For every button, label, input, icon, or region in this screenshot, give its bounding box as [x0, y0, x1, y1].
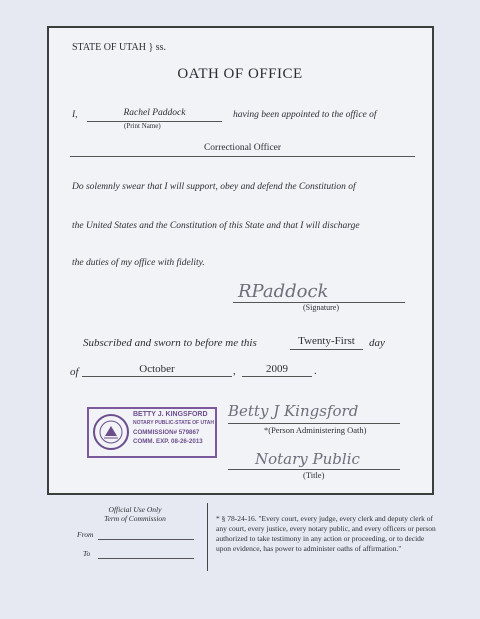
official-use-heading: Official Use Only — [108, 505, 162, 514]
of-word: of — [70, 366, 79, 378]
stamp-title: NOTARY PUBLIC-STATE OF UTAH — [133, 420, 215, 426]
title-caption: (Title) — [303, 470, 325, 480]
oath-line-2: the United States and the Constitution of this State and that I will discharge — [72, 221, 360, 231]
date-comma: , — [233, 365, 236, 377]
to-label: To — [83, 549, 91, 558]
stamp-commission: COMMISSION# 579867 — [133, 429, 200, 436]
to-underline — [98, 558, 194, 559]
notary-signature: Betty J Kingsford — [228, 402, 359, 420]
day-underline — [290, 349, 363, 350]
month-underline — [82, 376, 232, 377]
print-name-caption: (Print Name) — [124, 122, 161, 130]
year-value: 2009 — [266, 363, 288, 375]
subscribed-text: Subscribed and sworn to before me this — [83, 337, 257, 349]
stamp-name: BETTY J. KINGSFORD — [133, 411, 208, 418]
day-value: Twenty-First — [298, 335, 355, 347]
date-period: . — [314, 365, 317, 377]
term-heading: Term of Commission — [104, 514, 166, 523]
state-line: STATE OF UTAH } ss. — [72, 42, 167, 53]
administering-caption: *(Person Administering Oath) — [264, 425, 367, 435]
from-label: From — [77, 530, 94, 539]
vertical-divider — [207, 503, 208, 571]
year-underline — [242, 376, 312, 377]
state-seal-icon — [92, 412, 130, 452]
statute-text: * § 78-24-16. "Every court, every judge, every clerk and deputy clerk of any court, every justice, every notary public, and every officers or person authorized to take testimony in any action or proceeding, or to decide upon evidence, has power to administer oaths of affirmation." — [216, 514, 436, 553]
month-value: October — [139, 363, 175, 375]
i-word: I, — [72, 110, 78, 120]
appointed-text: having been appointed to the office of — [233, 110, 377, 120]
office-underline — [70, 156, 415, 157]
signature-caption: (Signature) — [303, 303, 339, 312]
officer-signature: RPaddock — [238, 281, 329, 302]
page-title: OATH OF OFFICE — [177, 66, 303, 82]
notary-stamp — [87, 407, 217, 458]
office-title: Correctional Officer — [203, 143, 282, 153]
stamp-expiry: COMM. EXP. 08-26-2013 — [133, 438, 203, 445]
printed-name: Rachel Paddock — [123, 108, 186, 118]
notary-title-handwriting: Notary Public — [255, 450, 360, 468]
notary-signature-underline — [228, 423, 400, 424]
oath-line-3: the duties of my office with fidelity. — [72, 258, 205, 268]
day-word: day — [369, 337, 385, 349]
oath-line-1: Do solemnly swear that I will support, obey and defend the Constitution of — [72, 182, 356, 192]
from-underline — [98, 539, 194, 540]
